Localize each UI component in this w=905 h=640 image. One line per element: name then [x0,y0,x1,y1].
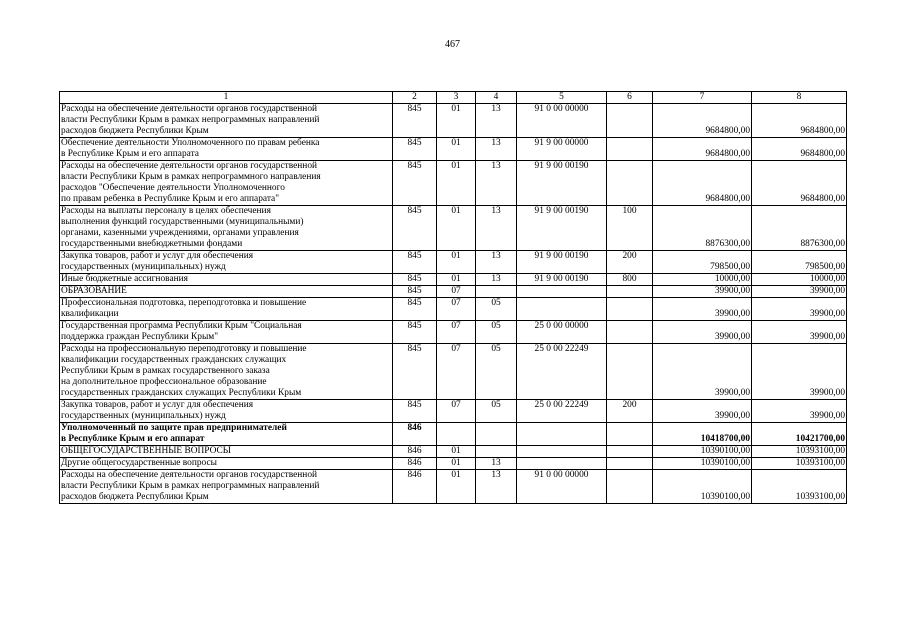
subsection-code: 05 [476,321,517,344]
row-name-line: Профессиональная подготовка, переподготовка и повышение [61,298,307,308]
section-code: 01 [437,161,476,206]
expense-type-code [607,138,653,161]
row-name-line: в Республике Крым и его аппарат [61,434,205,444]
row-name [60,400,393,423]
target-article-code: 25 0 00 00000 [517,321,607,344]
subsection-code: 05 [476,298,517,321]
row-name [60,298,393,321]
amount-year-1: 10000,00 [653,274,752,286]
subsection-code [476,446,517,458]
column-header: 2 [393,92,437,104]
table-row [60,286,847,298]
amount-year-2: 10393100,00 [752,470,847,504]
amount-year-2: 10393100,00 [752,446,847,458]
page-number: 467 [445,39,460,50]
column-header: 7 [653,92,752,104]
section-code: 07 [437,298,476,321]
column-header: 8 [752,92,847,104]
expense-type-code: 200 [607,251,653,274]
department-code: 845 [393,344,437,400]
department-code: 845 [393,251,437,274]
row-name-line: ОБЩЕГОСУДАРСТВЕННЫЕ ВОПРОСЫ [61,446,231,456]
target-article-code: 91 9 00 00000 [517,138,607,161]
row-name [60,206,393,251]
target-article-code [517,286,607,298]
subsection-code: 13 [476,470,517,504]
row-name [60,321,393,344]
section-code [437,423,476,446]
target-article-code: 91 9 00 00190 [517,274,607,286]
subsection-code [476,423,517,446]
row-name-line: власти Республики Крым в рамках непрограммного направления [61,172,321,182]
column-header: 1 [60,92,393,104]
department-code: 845 [393,400,437,423]
subsection-code [476,286,517,298]
row-name [60,470,393,504]
amount-year-2: 798500,00 [752,251,847,274]
amount-year-1: 10390100,00 [653,470,752,504]
row-name-line: органами, казенными учреждениями, органами управления [61,228,299,238]
section-code: 07 [437,321,476,344]
budget-table [59,91,847,504]
row-name-line: государственных гражданских служащих Республики Крым [61,388,302,398]
row-name [60,286,393,298]
amount-year-2: 10421700,00 [752,423,847,446]
row-name-line: Государственная программа Республики Крым "Социальная [61,321,302,331]
amount-year-2: 8876300,00 [752,206,847,251]
column-header: 5 [517,92,607,104]
expense-type-code [607,161,653,206]
row-name-line: государственными внебюджетными фондами [61,239,243,249]
amount-year-1: 10390100,00 [653,446,752,458]
amount-year-2: 39900,00 [752,321,847,344]
amount-year-2: 10000,00 [752,274,847,286]
amount-year-1: 39900,00 [653,298,752,321]
expense-type-code [607,446,653,458]
department-code: 845 [393,274,437,286]
department-code: 846 [393,423,437,446]
amount-year-1: 39900,00 [653,321,752,344]
amount-year-2: 39900,00 [752,344,847,400]
expense-type-code [607,458,653,470]
target-article-code: 25 0 00 22249 [517,344,607,400]
target-article-code [517,423,607,446]
table-row [60,458,847,470]
amount-year-1: 10418700,00 [653,423,752,446]
amount-year-2: 9684800,00 [752,138,847,161]
row-name [60,104,393,138]
department-code: 845 [393,104,437,138]
department-code: 845 [393,138,437,161]
expense-type-code [607,470,653,504]
section-code: 07 [437,400,476,423]
table-row [60,206,847,251]
row-name-line: Уполномоченный по защите прав предпринимателей [61,423,287,433]
table-row [60,423,847,446]
subsection-code: 13 [476,138,517,161]
expense-type-code: 800 [607,274,653,286]
table-row [60,251,847,274]
expense-type-code [607,321,653,344]
row-name-line: ОБРАЗОВАНИЕ [61,286,127,296]
row-name-line: Обеспечение деятельности Уполномоченного по правам ребенка [61,138,320,148]
column-number-header [60,92,847,104]
section-code: 07 [437,344,476,400]
row-name-line: Расходы на обеспечение деятельности органов государственной [61,470,318,480]
amount-year-2: 10393100,00 [752,458,847,470]
row-name-line: Закупка товаров, работ и услуг для обеспечения [61,400,254,410]
subsection-code: 05 [476,400,517,423]
target-article-code: 91 9 00 00190 [517,161,607,206]
amount-year-1: 10390100,00 [653,458,752,470]
column-header: 6 [607,92,653,104]
table-row [60,161,847,206]
section-code: 01 [437,138,476,161]
expense-type-code [607,344,653,400]
table-row [60,446,847,458]
column-header: 4 [476,92,517,104]
department-code: 846 [393,470,437,504]
row-name-line: Закупка товаров, работ и услуг для обеспечения [61,251,254,261]
row-name-line: расходов "Обеспечение деятельности Уполномоченного [61,183,285,193]
expense-type-code [607,298,653,321]
row-name-line: расходов бюджета Республики Крым [61,126,209,136]
amount-year-1: 798500,00 [653,251,752,274]
target-article-code: 91 9 00 00190 [517,251,607,274]
section-code: 01 [437,251,476,274]
table-row [60,138,847,161]
row-name-line: Другие общегосударственные вопросы [61,458,217,468]
expense-type-code: 200 [607,400,653,423]
subsection-code: 13 [476,251,517,274]
section-code: 01 [437,470,476,504]
row-name [60,423,393,446]
row-name-line: государственных (муниципальных) нужд [61,262,226,272]
row-name-line: власти Республики Крым в рамках непрограммных направлений [61,481,320,491]
row-name [60,446,393,458]
expense-type-code [607,104,653,138]
row-name-line: государственных (муниципальных) нужд [61,411,226,421]
row-name-line: квалификации [61,309,119,319]
target-article-code: 91 9 00 00190 [517,206,607,251]
row-name-line: Расходы на профессиональную переподготовку и повышение [61,344,307,354]
amount-year-1: 9684800,00 [653,161,752,206]
department-code: 845 [393,161,437,206]
expense-type-code [607,423,653,446]
row-name-line: Республики Крым в рамках государственного заказа [61,366,270,376]
section-code: 01 [437,104,476,138]
subsection-code: 13 [476,161,517,206]
amount-year-1: 39900,00 [653,344,752,400]
amount-year-1: 39900,00 [653,400,752,423]
table-row [60,104,847,138]
row-name-line: власти Республики Крым в рамках непрограммных направлений [61,115,320,125]
amount-year-2: 39900,00 [752,298,847,321]
target-article-code [517,298,607,321]
department-code: 845 [393,286,437,298]
row-name-line: на дополнительное профессиональное образование [61,377,267,387]
subsection-code: 13 [476,274,517,286]
row-name-line: Расходы на обеспечение деятельности органов государственной [61,161,318,171]
target-article-code [517,446,607,458]
section-code: 01 [437,446,476,458]
row-name-line: Расходы на выплаты персоналу в целях обеспечения [61,206,271,216]
amount-year-2: 39900,00 [752,400,847,423]
section-code: 07 [437,286,476,298]
subsection-code: 13 [476,206,517,251]
row-name-line: Расходы на обеспечение деятельности органов государственной [61,104,318,114]
row-name-line: поддержка граждан Республики Крым" [61,332,219,342]
amount-year-1: 9684800,00 [653,104,752,138]
row-name-line: расходов бюджета Республики Крым [61,492,209,502]
table-row [60,400,847,423]
row-name [60,138,393,161]
amount-year-1: 9684800,00 [653,138,752,161]
subsection-code: 13 [476,104,517,138]
target-article-code: 25 0 00 22249 [517,400,607,423]
department-code: 846 [393,458,437,470]
amount-year-2: 39900,00 [752,286,847,298]
row-name-line: квалификации государственных гражданских служащих [61,355,287,365]
amount-year-2: 9684800,00 [752,161,847,206]
section-code: 01 [437,274,476,286]
row-name-line: по правам ребенка в Республике Крым и его аппарата" [61,194,280,204]
table-row [60,470,847,504]
section-code: 01 [437,206,476,251]
expense-type-code [607,286,653,298]
table-row [60,321,847,344]
target-article-code: 91 0 00 00000 [517,104,607,138]
table-row [60,274,847,286]
department-code: 845 [393,298,437,321]
subsection-code: 13 [476,458,517,470]
target-article-code: 91 0 00 00000 [517,470,607,504]
expense-type-code: 100 [607,206,653,251]
section-code: 01 [437,458,476,470]
target-article-code [517,458,607,470]
row-name-line: Иные бюджетные ассигнования [61,274,188,284]
department-code: 845 [393,206,437,251]
table-row [60,298,847,321]
amount-year-1: 39900,00 [653,286,752,298]
column-header: 3 [437,92,476,104]
row-name [60,251,393,274]
subsection-code: 05 [476,344,517,400]
row-name-line: выполнения функций государственными (муниципальными) [61,217,304,227]
row-name [60,458,393,470]
row-name-line: в Республике Крым и его аппарата [61,149,199,159]
department-code: 846 [393,446,437,458]
row-name [60,274,393,286]
amount-year-2: 9684800,00 [752,104,847,138]
row-name [60,161,393,206]
amount-year-1: 8876300,00 [653,206,752,251]
table-row [60,344,847,400]
department-code: 845 [393,321,437,344]
row-name [60,344,393,400]
